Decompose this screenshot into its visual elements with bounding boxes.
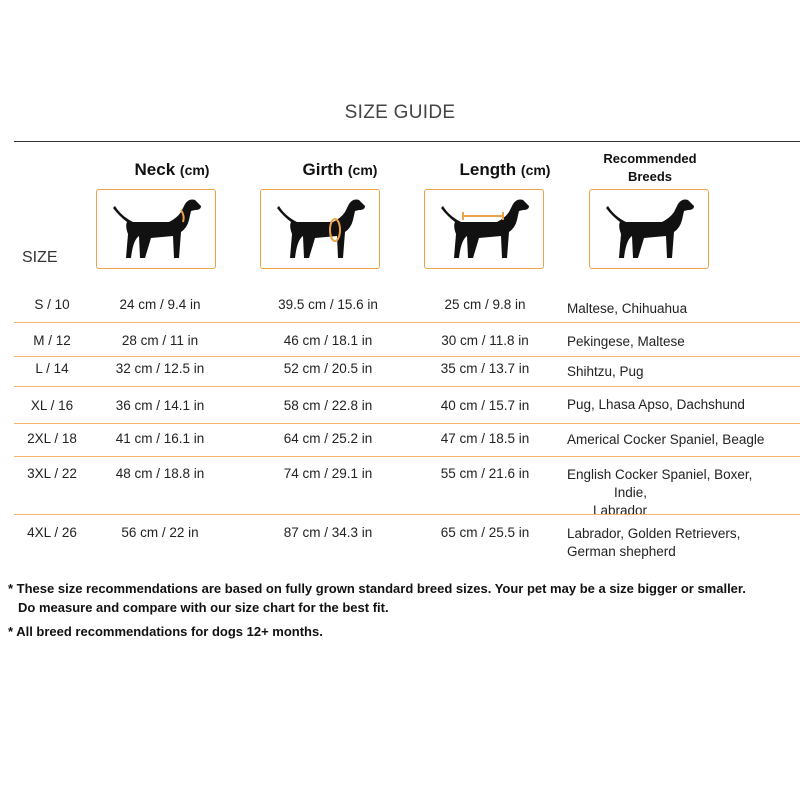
size-cell: M / 12 [33, 333, 71, 348]
row-divider [14, 322, 800, 323]
dog-neck-measure-icon [111, 196, 203, 264]
length-cell: 40 cm / 15.7 in [440, 398, 530, 413]
footnote-sizing [8, 579, 746, 617]
neck-header-label: Neck [134, 160, 176, 179]
breeds-cell [567, 525, 797, 561]
girth-cell: 58 cm / 22.8 in [283, 398, 373, 413]
breeds-cell [567, 466, 797, 520]
breeds-column-header [590, 150, 710, 186]
length-header-unit: (cm) [520, 162, 551, 178]
breeds-header-line2: Breeds [627, 169, 673, 184]
dog-girth-measure-icon [275, 196, 367, 264]
neck-cell: 36 cm / 14.1 in [115, 398, 205, 413]
neck-cell: 24 cm / 9.4 in [119, 297, 201, 312]
size-cell: 2XL / 18 [27, 431, 77, 446]
length-cell: 55 cm / 21.6 in [440, 466, 530, 481]
neck-column-header [112, 160, 232, 180]
girth-cell: 39.5 cm / 15.6 in [278, 297, 378, 312]
breeds-box [589, 189, 709, 269]
girth-measure-box [260, 189, 380, 269]
length-cell: 25 cm / 9.8 in [444, 297, 526, 312]
header-divider [14, 141, 800, 142]
length-header-label: Length [459, 160, 517, 179]
page-title: SIZE GUIDE [344, 102, 456, 123]
row-divider [14, 423, 800, 424]
girth-cell: 74 cm / 29.1 in [283, 466, 373, 481]
size-cell: 3XL / 22 [27, 466, 77, 481]
size-cell: L / 14 [35, 361, 69, 376]
breeds-header-line1: Recommended [603, 151, 697, 166]
breeds-line: Labrador, Golden Retrievers, [567, 526, 741, 541]
girth-header-unit: (cm) [347, 162, 378, 178]
girth-cell: 64 cm / 25.2 in [283, 431, 373, 446]
footnote-age [8, 622, 323, 641]
girth-cell: 46 cm / 18.1 in [283, 333, 373, 348]
neck-cell: 56 cm / 22 in [121, 525, 199, 540]
size-cell: XL / 16 [30, 398, 74, 413]
neck-measure-box [96, 189, 216, 269]
size-column-header: SIZE [22, 249, 58, 266]
length-cell: 65 cm / 25.5 in [440, 525, 530, 540]
row-divider [14, 514, 800, 515]
breeds-cell: Shihtzu, Pug [567, 364, 644, 379]
size-cell: 4XL / 26 [27, 525, 77, 540]
dog-length-measure-icon [439, 196, 531, 264]
neck-cell: 48 cm / 18.8 in [115, 466, 205, 481]
girth-header-label: Girth [302, 160, 344, 179]
length-measure-box [424, 189, 544, 269]
girth-cell: 52 cm / 20.5 in [283, 361, 373, 376]
size-cell: S / 10 [34, 297, 70, 312]
girth-column-header [278, 160, 402, 180]
row-divider [14, 356, 800, 357]
breeds-cell: Pug, Lhasa Apso, Dachshund [567, 397, 745, 412]
breeds-cell: Maltese, Chihuahua [567, 301, 688, 316]
row-divider [14, 386, 800, 387]
length-cell: 47 cm / 18.5 in [440, 431, 530, 446]
footnote-line: Do measure and compare with our size chart for the best fit. [18, 600, 389, 615]
breeds-cell: Americal Cocker Spaniel, Beagle [567, 432, 765, 447]
breeds-cell: Pekingese, Maltese [567, 334, 685, 349]
length-cell: 35 cm / 13.7 in [440, 361, 530, 376]
neck-cell: 41 cm / 16.1 in [115, 431, 205, 446]
breeds-line: English Cocker Spaniel, Boxer, [567, 467, 753, 482]
length-cell: 30 cm / 11.8 in [441, 333, 529, 348]
breeds-line-2: Indie, Labrador [592, 485, 647, 518]
footnote-line: * All breed recommendations for dogs 12+ months. [8, 624, 323, 639]
neck-cell: 32 cm / 12.5 in [115, 361, 205, 376]
neck-header-unit: (cm) [179, 162, 210, 178]
girth-cell: 87 cm / 34.3 in [283, 525, 373, 540]
breeds-line-2: German shepherd [567, 544, 676, 559]
length-column-header [440, 160, 570, 180]
footnote-line: * These size recommendations are based on fully grown standard breed sizes. Your pet may be a size bigger or smaller. [8, 581, 746, 596]
row-divider [14, 456, 800, 457]
dog-breeds-icon [604, 196, 696, 264]
neck-cell: 28 cm / 11 in [121, 333, 199, 348]
